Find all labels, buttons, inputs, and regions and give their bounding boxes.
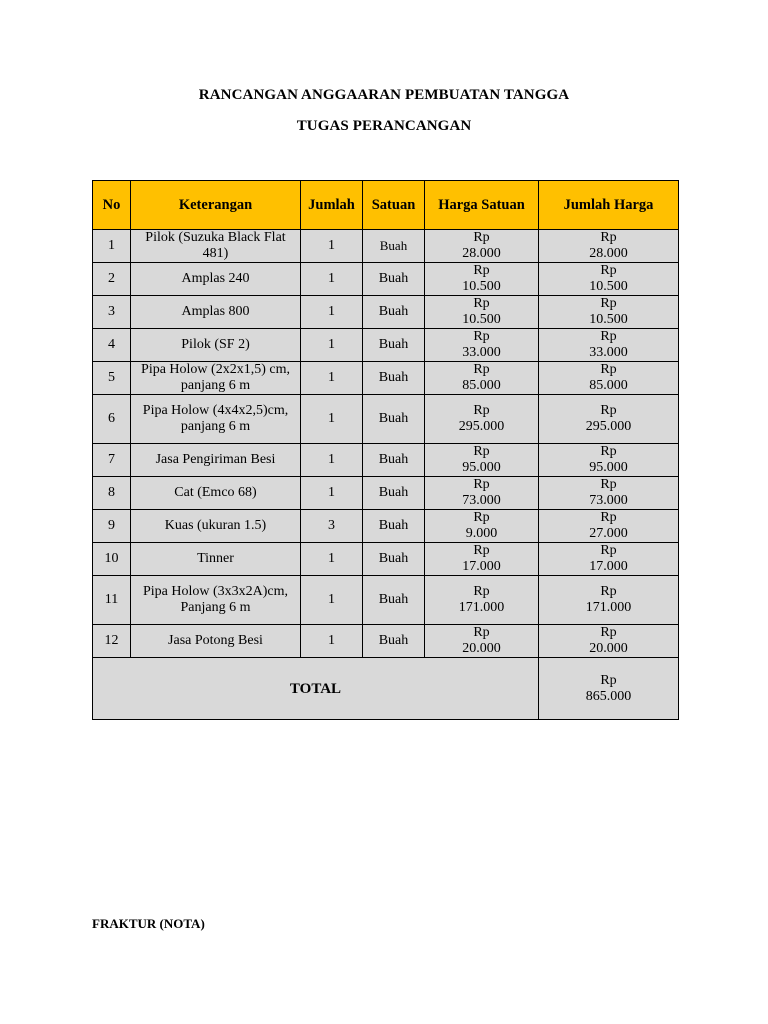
amount: 17.000 (589, 559, 628, 574)
cell-satuan: Buah (363, 625, 425, 658)
cell-jumlah-harga (539, 625, 679, 658)
cell-no: 3 (93, 296, 131, 329)
header-jumlah: Jumlah (301, 181, 363, 230)
cell-no: 1 (93, 230, 131, 263)
table-row (93, 362, 679, 395)
cell-no: 6 (93, 395, 131, 444)
table-row (93, 395, 679, 444)
cell-keterangan: Pipa Holow (2x2x1,5) cm, panjang 6 m (131, 362, 301, 395)
amount: 10.500 (589, 312, 628, 327)
currency-label: Rp (600, 263, 617, 278)
currency-label: Rp (473, 543, 490, 558)
cell-keterangan: Kuas (ukuran 1.5) (131, 510, 301, 543)
header-keterangan: Keterangan (131, 181, 301, 230)
cell-harga-satuan (425, 329, 539, 362)
cell-no: 2 (93, 263, 131, 296)
cell-jumlah-harga (539, 444, 679, 477)
currency-label: Rp (600, 362, 617, 377)
currency-label: Rp (600, 230, 617, 245)
cell-keterangan: Tinner (131, 543, 301, 576)
cell-keterangan: Pilok (SF 2) (131, 329, 301, 362)
table-row (93, 263, 679, 296)
amount: 20.000 (589, 641, 628, 656)
amount: 171.000 (458, 600, 505, 615)
total-amount: 865.000 (585, 688, 632, 704)
cell-harga-satuan (425, 362, 539, 395)
total-value-cell (539, 658, 679, 720)
currency-label: Rp (473, 477, 490, 492)
currency-label: Rp (473, 329, 490, 344)
cell-no: 10 (93, 543, 131, 576)
header-jumlah-harga: Jumlah Harga (539, 181, 679, 230)
cell-jumlah: 1 (301, 543, 363, 576)
cell-harga-satuan (425, 395, 539, 444)
cell-satuan: Buah (363, 329, 425, 362)
cell-no: 11 (93, 576, 131, 625)
currency-label: Rp (473, 263, 490, 278)
currency-label: Rp (473, 444, 490, 459)
cell-jumlah: 1 (301, 477, 363, 510)
amount: 73.000 (589, 493, 628, 508)
cell-harga-satuan (425, 477, 539, 510)
header-satuan: Satuan (363, 181, 425, 230)
cell-jumlah: 1 (301, 625, 363, 658)
currency-label: Rp (600, 543, 617, 558)
cell-jumlah-harga (539, 329, 679, 362)
amount: 295.000 (585, 419, 632, 434)
cell-no: 8 (93, 477, 131, 510)
cell-satuan: Buah (363, 543, 425, 576)
amount: 95.000 (589, 460, 628, 475)
amount: 73.000 (462, 493, 501, 508)
cell-no: 4 (93, 329, 131, 362)
table-row (93, 543, 679, 576)
amount: 9.000 (465, 526, 498, 541)
header-no: No (93, 181, 131, 230)
cell-harga-satuan (425, 625, 539, 658)
cell-keterangan: Pipa Holow (4x4x2,5)cm, panjang 6 m (131, 395, 301, 444)
cell-jumlah-harga (539, 510, 679, 543)
cell-jumlah: 1 (301, 263, 363, 296)
cell-harga-satuan (425, 510, 539, 543)
cell-keterangan: Jasa Potong Besi (131, 625, 301, 658)
cell-keterangan: Jasa Pengiriman Besi (131, 444, 301, 477)
cell-satuan: Buah (363, 296, 425, 329)
cell-satuan: Buah (363, 444, 425, 477)
table-row (93, 576, 679, 625)
cell-jumlah-harga (539, 576, 679, 625)
amount: 295.000 (458, 419, 505, 434)
cell-satuan: Buah (363, 263, 425, 296)
cell-jumlah-harga (539, 362, 679, 395)
amount: 85.000 (462, 378, 501, 393)
amount: 10.500 (589, 279, 628, 294)
budget-table (92, 180, 679, 720)
amount: 10.500 (462, 312, 501, 327)
amount: 171.000 (585, 600, 632, 615)
cell-satuan: Buah (363, 395, 425, 444)
cell-jumlah: 3 (301, 510, 363, 543)
cell-keterangan: Pilok (Suzuka Black Flat 481) (131, 230, 301, 263)
cell-jumlah: 1 (301, 395, 363, 444)
cell-harga-satuan (425, 576, 539, 625)
amount: 28.000 (462, 246, 501, 261)
currency-label: Rp (473, 510, 490, 525)
currency-label: Rp (473, 296, 490, 311)
document-title: RANCANGAN ANGGAARAN PEMBUATAN TANGGA (198, 87, 570, 103)
cell-no: 9 (93, 510, 131, 543)
cell-jumlah-harga (539, 543, 679, 576)
currency-label: Rp (600, 625, 617, 640)
total-label: TOTAL (93, 658, 539, 720)
table-row (93, 444, 679, 477)
cell-no: 7 (93, 444, 131, 477)
table-row (93, 230, 679, 263)
currency-label: Rp (600, 444, 617, 459)
currency-label: Rp (600, 584, 617, 599)
table-row (93, 477, 679, 510)
cell-satuan: Buah (363, 576, 425, 625)
amount: 10.500 (462, 279, 501, 294)
table-row (93, 510, 679, 543)
footer-label: FRAKTUR (NOTA) (92, 916, 205, 931)
cell-jumlah: 1 (301, 296, 363, 329)
cell-satuan: Buah (363, 362, 425, 395)
cell-jumlah-harga (539, 296, 679, 329)
amount: 27.000 (589, 526, 628, 541)
cell-satuan: Buah (363, 477, 425, 510)
cell-no: 5 (93, 362, 131, 395)
currency-label: Rp (600, 329, 617, 344)
cell-jumlah: 1 (301, 444, 363, 477)
currency-label: Rp (473, 403, 490, 418)
cell-keterangan: Cat (Emco 68) (131, 477, 301, 510)
cell-harga-satuan (425, 444, 539, 477)
cell-jumlah: 1 (301, 362, 363, 395)
table-row (93, 329, 679, 362)
currency-label: Rp (600, 477, 617, 492)
cell-jumlah: 1 (301, 230, 363, 263)
amount: 85.000 (589, 378, 628, 393)
cell-harga-satuan (425, 263, 539, 296)
currency-label: Rp (473, 625, 490, 640)
table-row (93, 625, 679, 658)
currency-label: Rp (600, 510, 617, 525)
cell-jumlah-harga (539, 395, 679, 444)
cell-jumlah: 1 (301, 576, 363, 625)
cell-keterangan: Amplas 800 (131, 296, 301, 329)
currency-label: Rp (473, 584, 490, 599)
currency-label: Rp (473, 230, 490, 245)
cell-jumlah-harga (539, 263, 679, 296)
currency-label: Rp (600, 403, 617, 418)
amount: 28.000 (589, 246, 628, 261)
amount: 33.000 (462, 345, 501, 360)
cell-keterangan: Amplas 240 (131, 263, 301, 296)
cell-satuan: Buah (363, 230, 425, 263)
currency-label: Rp (600, 672, 617, 688)
cell-harga-satuan (425, 296, 539, 329)
cell-jumlah-harga (539, 230, 679, 263)
table-row (93, 296, 679, 329)
cell-jumlah-harga (539, 477, 679, 510)
cell-harga-satuan (425, 230, 539, 263)
currency-label: Rp (600, 296, 617, 311)
cell-jumlah: 1 (301, 329, 363, 362)
table-header-row (93, 181, 679, 230)
cell-satuan: Buah (363, 510, 425, 543)
cell-harga-satuan (425, 543, 539, 576)
total-row (93, 658, 679, 720)
amount: 33.000 (589, 345, 628, 360)
document-subtitle: TUGAS PERANCANGAN (296, 118, 472, 134)
header-harga-satuan: Harga Satuan (425, 181, 539, 230)
amount: 95.000 (462, 460, 501, 475)
cell-keterangan: Pipa Holow (3x3x2A)cm, Panjang 6 m (131, 576, 301, 625)
cell-no: 12 (93, 625, 131, 658)
amount: 17.000 (462, 559, 501, 574)
amount: 20.000 (462, 641, 501, 656)
currency-label: Rp (473, 362, 490, 377)
